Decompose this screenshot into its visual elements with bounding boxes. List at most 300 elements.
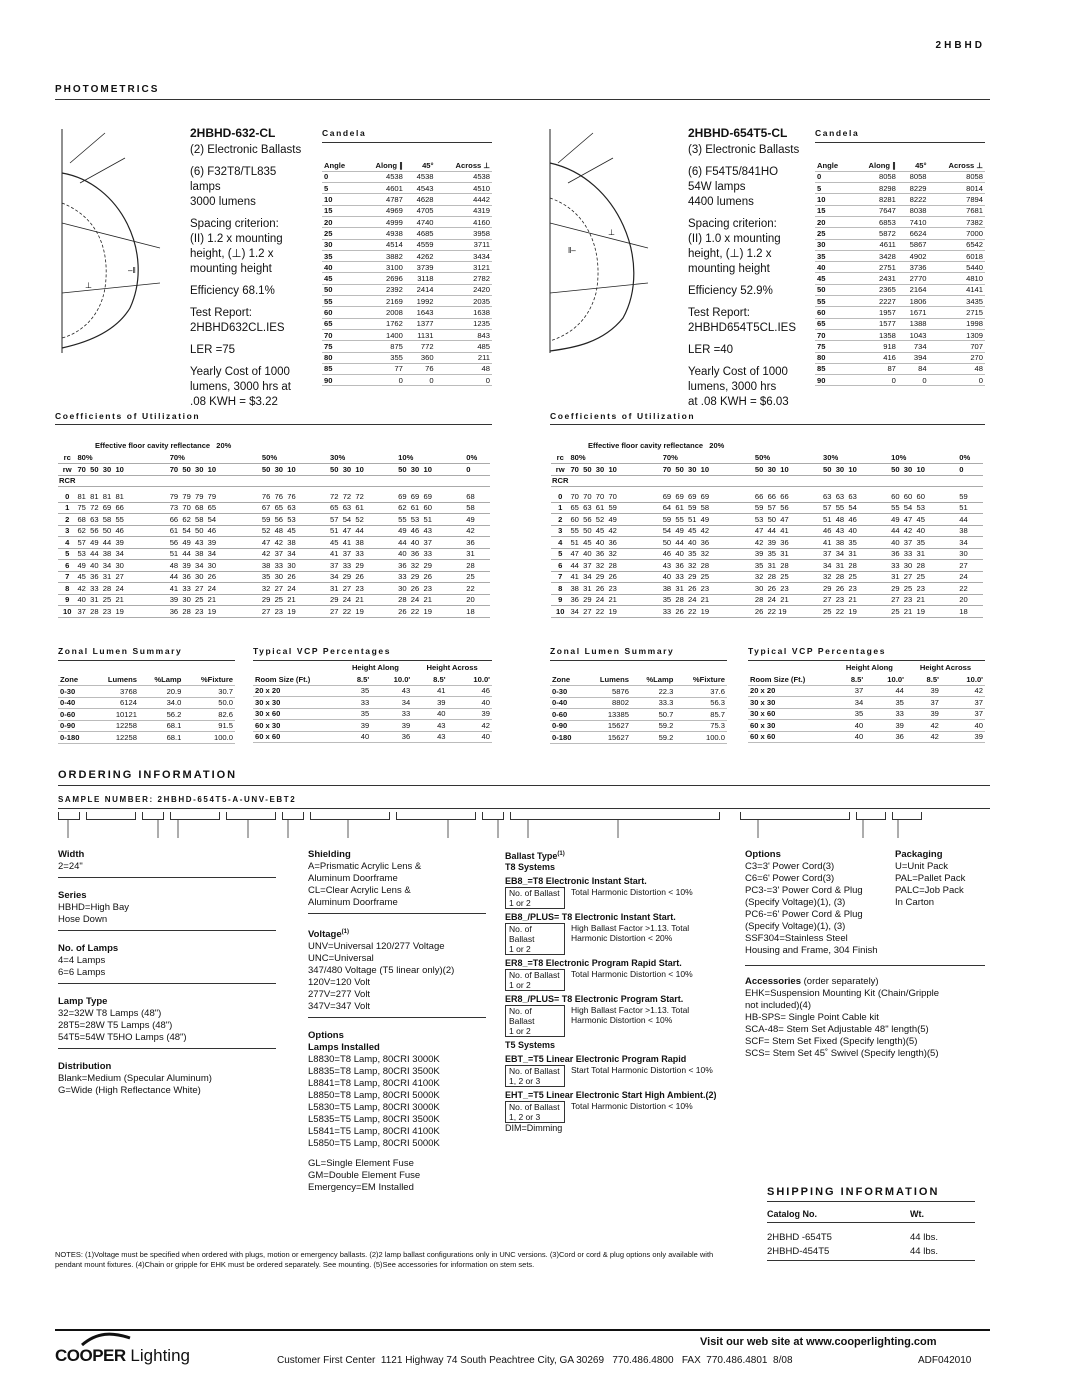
candela-cell: 25 <box>324 228 333 238</box>
cu-row <box>551 606 983 618</box>
vcp-cell: 33 <box>895 709 904 719</box>
left-vcp-title: Typical VCP Percentages <box>253 646 392 656</box>
left-candela-table <box>322 160 492 386</box>
candela-cell: 65 <box>324 319 333 329</box>
candela-cell: 4601 <box>385 183 403 193</box>
vcp-cell: 34 <box>854 697 864 707</box>
candela-row <box>815 262 985 273</box>
vcp-cell: 43 <box>437 732 446 742</box>
t8-ballast-list <box>505 876 735 1037</box>
candela-row <box>815 216 985 227</box>
candela-cell: 918 <box>883 341 896 351</box>
ballast-code: ER8_=T8 Electronic Program Rapid Start. <box>505 958 682 968</box>
footer-rule <box>55 1329 990 1331</box>
cu-cell: 79 79 79 79 <box>169 491 261 503</box>
candela-cell: 45 <box>817 274 826 284</box>
ballast-item <box>505 876 735 909</box>
cu-label: rw <box>58 464 76 476</box>
cu-cell: 45 36 31 27 <box>76 571 168 583</box>
vcp-cell: 60 x 30 <box>750 720 776 730</box>
candela-cell: 55 <box>324 296 333 306</box>
zonal-header: %Lamp <box>646 675 674 684</box>
accessories-block <box>745 976 990 1060</box>
cu-cell: 59 57 56 <box>754 502 822 514</box>
left-vcp-table <box>253 662 492 743</box>
cu-rcr: 9 <box>551 594 569 606</box>
cu-rc: 70% <box>169 452 261 464</box>
zonal-cell: 50.7 <box>658 709 674 719</box>
vcp-cell: 42 <box>974 686 983 696</box>
vcp-cell: 43 <box>437 720 446 730</box>
spec-item: Spacing criterion: (II) 1.0 x mounting height, (⊥) 1.2 x mounting height <box>688 218 781 275</box>
shipping-weight-1: 44 lbs. <box>910 1232 938 1243</box>
vcp-group: Height Across <box>426 663 478 673</box>
cu-cell: 36 32 29 <box>397 560 465 572</box>
candela-cell: 4740 <box>416 217 434 227</box>
cu-cell: 28 24 21 <box>397 594 465 606</box>
zonal-cell: 5876 <box>612 686 629 696</box>
distribution-options: Blank=Medium (Specular Aluminum) G=Wide (High Reflectance White) <box>58 1073 212 1096</box>
candela-cell: 8058 <box>909 172 927 182</box>
vcp-cell: 40 <box>481 697 490 707</box>
shipping-weight-2: 44 lbs. <box>910 1246 938 1257</box>
cu-cell: 44 36 30 26 <box>169 571 261 583</box>
cu-cell: 28 <box>465 560 490 572</box>
ballast-thd: High Ballast Factor >1.13. Total Harmonic Distortion < 20% <box>571 923 690 943</box>
cu-cell: 29 25 23 <box>890 583 958 595</box>
cu-label: rw <box>551 464 569 476</box>
vcp-header: 8.5' <box>926 674 939 684</box>
accessories-list: EHK=Suspension Mounting Kit (Chain/Gripple not included)(4) HB-SPS= Single Point Cable kit SCA-48= Stem Set Adjustable 48" length(5) SCF= Stem Set Fixed (Specify length)(5) SCS= Stem Set 45˚ Swivel (Specify length)(5) <box>745 988 940 1059</box>
cu-cell: 63 63 63 <box>822 491 890 503</box>
vcp-cell: 33 <box>360 697 370 707</box>
cu-cell: 76 76 76 <box>261 491 329 503</box>
cu-cell: 57 49 44 39 <box>76 537 168 549</box>
candela-cell: 0 <box>891 375 896 385</box>
candela-row <box>815 183 985 194</box>
cu-cell: 65 63 61 <box>329 502 397 514</box>
cu-cell: 34 29 26 <box>329 571 397 583</box>
candela-cell: 1043 <box>909 330 927 340</box>
ballast-thd: Total Harmonic Distortion < 10% <box>571 1101 693 1111</box>
vcp-cell: 40 <box>974 720 983 730</box>
left-spec-list <box>190 143 315 410</box>
candela-cell: 7894 <box>966 195 983 205</box>
cu-rcr: 5 <box>551 548 569 560</box>
ordering-col-2 <box>308 849 488 1194</box>
fuse-options: GL=Single Element Fuse GM=Double Element Fuse Emergency=EM Installed <box>308 1158 421 1194</box>
zonal-cell: 37.6 <box>710 686 725 696</box>
t5-heading: T5 Systems <box>505 1040 556 1050</box>
cu-cell: 20 <box>465 594 490 606</box>
cu-cell: 46 43 40 <box>822 525 890 537</box>
svg-text:⊥: ⊥ <box>608 228 615 237</box>
cu-cell: 47 40 36 32 <box>569 548 661 560</box>
series-options: HBHD=High Bay Hose Down <box>58 902 130 925</box>
candela-cell: 4787 <box>385 195 403 205</box>
candela-header: Along ∥ <box>375 160 403 170</box>
vcp-cell: 42 <box>930 720 939 730</box>
vcp-cell: 35 <box>854 709 864 719</box>
cu-cell: 20 <box>958 594 983 606</box>
candela-row <box>815 273 985 284</box>
zonal-cell: 0-60 <box>60 709 76 719</box>
candela-cell: 1638 <box>473 308 490 317</box>
cu-rcr: 4 <box>58 537 76 549</box>
shipping-title: SHIPPING INFORMATION <box>767 1186 940 1198</box>
candela-row <box>815 307 985 318</box>
cu-cell: 53 44 38 34 <box>76 548 168 560</box>
cu-rw: 50 30 10 <box>754 464 822 476</box>
candela-cell: 40 <box>817 262 826 272</box>
vcp-cell: 39 <box>930 709 939 719</box>
candela-row <box>322 228 492 239</box>
cu-cell: 34 27 22 19 <box>569 606 661 618</box>
candela-cell: 4969 <box>385 206 403 216</box>
width-options: 2=24" <box>58 861 83 872</box>
candela-cell: 4538 <box>473 172 490 182</box>
candela-cell: 4999 <box>385 217 403 227</box>
vcp-header: 8.5' <box>356 674 370 684</box>
cu-cell: 59 <box>958 491 983 503</box>
candela-cell: 211 <box>477 353 490 363</box>
candela-header: Across ⊥ <box>455 160 490 170</box>
cu-cell: 50 44 40 36 <box>662 537 754 549</box>
cu-cell: 60 56 52 49 <box>569 514 661 526</box>
spec-item: (6) F54T5/841HO 54W lamps <box>688 166 779 193</box>
footer-doc-number: ADF042010 <box>918 1355 972 1366</box>
candela-row <box>815 194 985 205</box>
candela-cell: 1762 <box>385 319 403 329</box>
cu-cell: 33 29 26 <box>397 571 465 583</box>
candela-cell: 4628 <box>416 195 434 205</box>
vcp-row <box>748 697 985 709</box>
cu-rw: 70 50 30 10 <box>662 464 754 476</box>
candela-cell: 2035 <box>473 296 490 306</box>
left-product-name: 2HBHD-632-CL <box>190 126 276 140</box>
ballast-thd: Total Harmonic Distortion < 10% <box>571 887 693 897</box>
candela-cell: 2392 <box>385 285 403 295</box>
candela-cell: 20 <box>817 217 826 227</box>
spec-item: (2) Electronic Ballasts <box>190 144 302 156</box>
candela-cell: 1358 <box>878 330 896 340</box>
right-cu-eff: Effective floor cavity reflectance 20% <box>588 441 725 450</box>
ordering-col-packaging <box>895 849 985 909</box>
candela-row <box>322 205 492 216</box>
candela-cell: 843 <box>477 330 490 340</box>
candela-cell: 5440 <box>966 262 983 272</box>
cu-rc: 70% <box>662 452 754 464</box>
candela-cell: 1388 <box>909 319 927 329</box>
cu-cell: 38 31 26 23 <box>662 583 754 595</box>
vcp-cell: 20 x 20 <box>255 686 281 696</box>
zonal-header: Zone <box>60 675 79 684</box>
candela-cell: 2751 <box>878 262 896 272</box>
candela-cell: 35 <box>324 251 333 261</box>
zonal-cell: 0-180 <box>552 732 572 742</box>
candela-cell: 75 <box>324 341 333 351</box>
cu-cell: 41 37 33 <box>329 548 397 560</box>
cu-rw: 0 <box>465 464 490 476</box>
zonal-cell: 13385 <box>607 709 629 719</box>
vcp-cell: 39 <box>437 697 446 707</box>
vcp-cell: 41 <box>437 686 446 696</box>
cu-cell: 54 49 45 42 <box>662 525 754 537</box>
candela-cell: 5867 <box>909 240 927 250</box>
cu-cell: 41 33 27 24 <box>169 583 261 595</box>
cooper-logo <box>55 1346 190 1366</box>
ballast-sup: (1) <box>557 851 565 857</box>
candela-cell: 3100 <box>385 262 403 272</box>
cu-cell: 57 54 52 <box>329 514 397 526</box>
lamps-options: 4=4 Lamps 6=6 Lamps <box>58 955 106 978</box>
cu-cell: 45 41 38 <box>329 537 397 549</box>
candela-cell: 76 <box>425 364 434 374</box>
divider <box>55 424 492 425</box>
candela-cell: 5 <box>817 183 822 193</box>
ballast-count-box: No. of Ballast 1 or 2 <box>505 969 565 991</box>
divider <box>767 1201 975 1202</box>
candela-cell: 707 <box>970 341 983 351</box>
zonal-cell: 0-180 <box>60 732 80 742</box>
cu-rcr: 3 <box>58 525 76 537</box>
cu-cell: 58 <box>465 502 490 514</box>
vcp-cell: 35 <box>895 697 904 707</box>
cu-cell: 39 30 25 21 <box>169 594 261 606</box>
web-link[interactable]: Visit our web site at www.cooperlighting.com <box>700 1336 937 1348</box>
candela-cell: 4262 <box>416 251 434 261</box>
candela-cell: 5872 <box>878 228 896 238</box>
zonal-cell: 100.0 <box>213 732 233 742</box>
zonal-cell: 0-60 <box>552 709 568 719</box>
vcp-group: Height Along <box>351 663 399 673</box>
vcp-row <box>748 685 985 697</box>
candela-row <box>815 352 985 363</box>
candela-cell: 20 <box>324 217 333 227</box>
candela-cell: 2169 <box>385 296 403 306</box>
candela-cell: 70 <box>324 330 333 340</box>
cu-rcr: 5 <box>58 548 76 560</box>
cu-rcr: 10 <box>551 606 569 618</box>
zonal-cell: 34.0 <box>166 698 182 708</box>
cu-cell: 36 29 24 21 <box>569 594 661 606</box>
cu-cell: 44 <box>958 514 983 526</box>
candela-cell: 7681 <box>966 206 983 216</box>
candela-cell: 7647 <box>878 206 896 216</box>
candela-row <box>815 228 985 239</box>
cu-row <box>551 537 983 549</box>
cu-cell: 73 70 68 65 <box>169 502 261 514</box>
zonal-cell: 0-90 <box>60 721 76 731</box>
spec-item: (3) Electronic Ballasts <box>688 144 800 156</box>
candela-cell: 3736 <box>909 262 927 272</box>
vcp-cell: 33 <box>401 709 411 719</box>
cu-row <box>58 606 490 618</box>
cu-rw: 0 <box>958 464 983 476</box>
candela-row <box>815 171 985 182</box>
cu-row <box>551 491 983 503</box>
candela-cell: 4510 <box>473 183 490 193</box>
cu-cell: 22 <box>958 583 983 595</box>
cu-cell: 40 36 33 <box>397 548 465 560</box>
candela-cell: 3121 <box>473 262 490 272</box>
ordering-col-ballast <box>505 849 735 1134</box>
zonal-header: %Fixture <box>200 675 233 684</box>
candela-cell: 4611 <box>879 240 896 250</box>
candela-cell: 4141 <box>966 285 983 295</box>
cu-row <box>58 594 490 606</box>
zonal-cell: 6124 <box>120 698 137 708</box>
cu-cell: 43 36 32 28 <box>662 560 754 572</box>
candela-cell: 60 <box>324 308 333 317</box>
candela-row <box>322 363 492 374</box>
cu-cell: 30 26 23 <box>397 583 465 595</box>
candela-row <box>815 329 985 340</box>
divider <box>815 142 985 143</box>
cu-rc: 80% <box>569 452 661 464</box>
vcp-cell: 37 <box>854 686 864 696</box>
cu-cell: 49 47 45 <box>890 514 958 526</box>
t8-heading: T8 Systems <box>505 862 556 872</box>
cu-rw: 50 30 10 <box>890 464 958 476</box>
cu-row <box>551 560 983 572</box>
shipping-catalog-1: 2HBHD -654T5 <box>767 1232 832 1243</box>
candela-cell: 2431 <box>878 274 896 284</box>
cu-cell: 61 54 50 46 <box>169 525 261 537</box>
vcp-cell: 35 <box>360 709 370 719</box>
candela-cell: 1957 <box>878 308 896 317</box>
candela-cell: 1400 <box>385 330 403 340</box>
ballast-thd: Start Total Harmonic Distortion < 10% <box>571 1065 713 1075</box>
cu-cell: 64 61 59 58 <box>662 502 754 514</box>
accessories-note: (order separately) <box>803 976 879 987</box>
candela-cell: 85 <box>817 364 826 374</box>
zonal-row <box>58 720 235 732</box>
right-vcp-title: Typical VCP Percentages <box>748 646 887 656</box>
cu-cell: 75 72 69 66 <box>76 502 168 514</box>
options2-heading: Options <box>308 1030 344 1042</box>
ballast-item <box>505 1054 735 1087</box>
cu-row <box>551 548 983 560</box>
cu-cell: 36 <box>465 537 490 549</box>
vcp-cell: 30 x 60 <box>255 709 281 719</box>
cu-cell: 36 28 23 19 <box>169 606 261 618</box>
cu-cell: 68 63 58 55 <box>76 514 168 526</box>
cu-cell: 52 48 45 <box>261 525 329 537</box>
cu-label: rc <box>551 452 569 464</box>
candela-cell: 40 <box>324 262 333 272</box>
cu-rw: 50 30 10 <box>397 464 465 476</box>
cu-cell: 38 31 26 23 <box>569 583 661 595</box>
cu-cell: 57 55 54 <box>822 502 890 514</box>
candela-row <box>815 341 985 352</box>
shipping-col-catalog: Catalog No. <box>767 1209 818 1219</box>
candela-row <box>322 341 492 352</box>
candela-cell: 0 <box>978 375 983 385</box>
candela-cell: 2008 <box>385 308 403 317</box>
candela-cell: 394 <box>913 353 927 363</box>
divider <box>550 424 985 425</box>
candela-cell: 3428 <box>878 251 896 261</box>
cu-rcr: 7 <box>58 571 76 583</box>
vcp-cell: 37 <box>974 697 983 707</box>
ballast-count-box: No. of Ballast 1, 2 or 3 <box>505 1101 565 1123</box>
candela-cell: 30 <box>324 240 333 250</box>
accessories-heading: Accessories <box>745 976 801 987</box>
cu-cell: 81 81 81 81 <box>76 491 168 503</box>
vcp-header: 10.0' <box>473 674 490 684</box>
cu-cell: 60 60 60 <box>890 491 958 503</box>
cu-cell: 25 <box>465 571 490 583</box>
cu-cell: 41 38 35 <box>822 537 890 549</box>
spec-item: LER =75 <box>190 344 236 356</box>
cu-cell: 37 28 23 19 <box>76 606 168 618</box>
cu-cell: 51 <box>958 502 983 514</box>
cu-cell: 69 69 69 <box>397 491 465 503</box>
candela-cell: 4559 <box>416 240 434 250</box>
candela-row <box>322 375 492 386</box>
spec-item: Spacing criterion: (II) 1.2 x mounting height, (⊥) 1.2 x mounting height <box>190 218 283 275</box>
width-heading: Width <box>58 849 85 860</box>
shielding-heading: Shielding <box>308 849 351 860</box>
ballast-thd: High Ballast Factor >1.13. Total Harmonic Distortion < 10% <box>571 1005 690 1025</box>
cu-cell: 25 22 19 <box>822 606 890 618</box>
candela-cell: 4705 <box>416 206 434 216</box>
cu-cell: 42 <box>465 525 490 537</box>
lamps-heading: No. of Lamps <box>58 943 119 954</box>
candela-cell: 2696 <box>385 274 403 284</box>
candela-cell: 3435 <box>966 296 983 306</box>
candela-row <box>322 318 492 329</box>
spec-item: 3000 lumens <box>190 196 256 208</box>
candela-cell: 3434 <box>473 251 490 261</box>
logo-mark-icon <box>62 1330 132 1346</box>
candela-cell: 2227 <box>878 296 896 306</box>
cu-cell: 27 23 21 <box>822 594 890 606</box>
candela-row <box>815 318 985 329</box>
cu-row <box>551 502 983 514</box>
candela-cell: 15 <box>817 206 826 216</box>
cu-row <box>58 514 490 526</box>
cu-cell: 25 21 19 <box>890 606 958 618</box>
candela-cell: 3739 <box>416 262 434 272</box>
vcp-header: Room Size (Ft.) <box>255 674 311 684</box>
cu-row <box>58 571 490 583</box>
cu-cell: 38 33 30 <box>261 560 329 572</box>
ballast-item <box>505 912 735 955</box>
ballast-count-box: No. of Ballast 1 or 2 <box>505 1005 565 1037</box>
candela-cell: 35 <box>817 251 826 261</box>
candela-cell: 0 <box>817 172 822 182</box>
vcp-cell: 39 <box>360 720 370 730</box>
cu-cell: 62 56 50 46 <box>76 525 168 537</box>
zonal-cell: 82.6 <box>218 709 233 719</box>
right-spec-list <box>688 143 813 410</box>
cu-cell: 68 <box>465 491 490 503</box>
zonal-cell: 85.7 <box>710 709 725 719</box>
candela-row <box>322 194 492 205</box>
candela-header: Angle <box>817 160 839 170</box>
zonal-header: %Fixture <box>692 675 725 684</box>
options-heading: Options <box>745 849 781 860</box>
vcp-row <box>253 685 492 697</box>
candela-cell: 8298 <box>878 183 896 193</box>
cu-cell: 42 33 28 24 <box>76 583 168 595</box>
cu-cell: 40 31 25 21 <box>76 594 168 606</box>
candela-cell: 2715 <box>966 308 983 317</box>
candela-cell: 1577 <box>878 319 896 329</box>
packaging-list: U=Unit Pack PAL=Pallet Pack PALC=Job Pack In Carton <box>895 861 966 908</box>
